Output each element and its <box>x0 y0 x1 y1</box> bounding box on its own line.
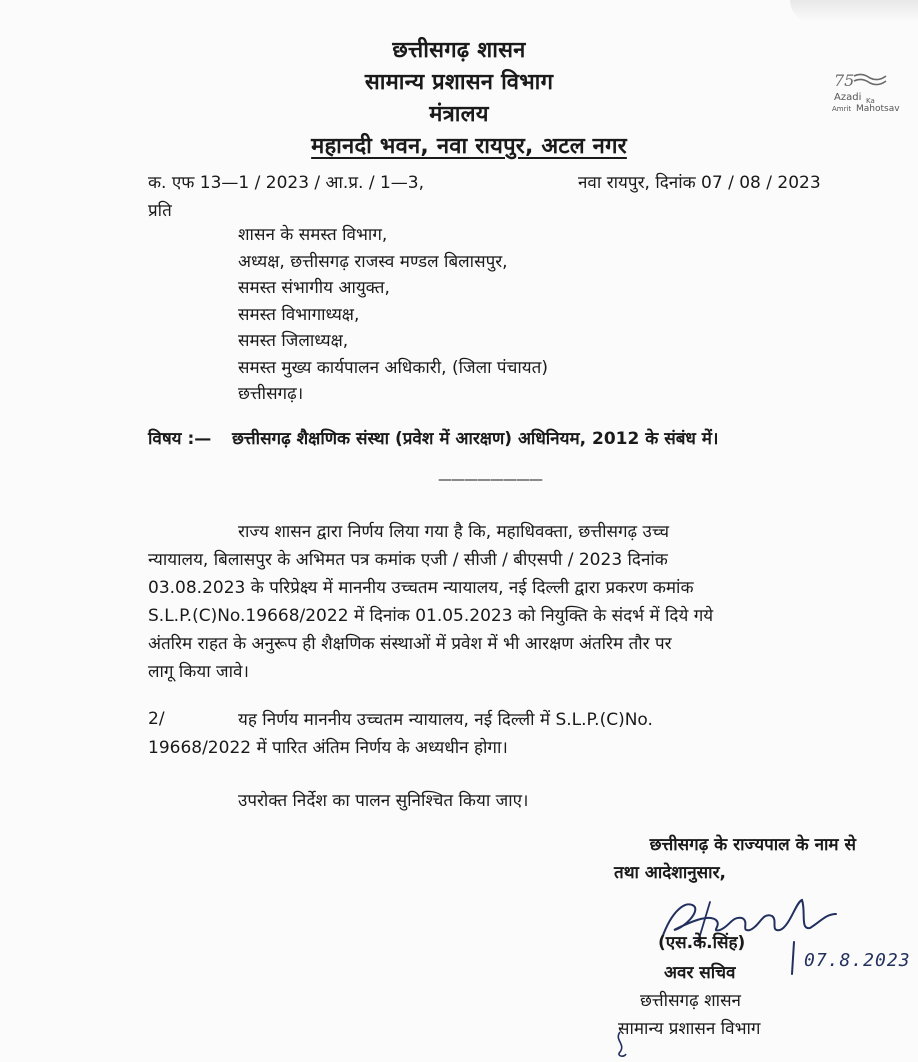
recipients-list <box>238 222 548 408</box>
paragraph-line: 03.08.2023 के परिप्रेक्ष्य में माननीय उच्चतम न्यायालय, नई दिल्ली द्वारा प्रकरण कमांक <box>148 578 694 598</box>
signatory-org-2: सामान्य प्रशासन विभाग <box>618 1019 761 1039</box>
logo-75-text: 75 <box>834 71 855 90</box>
place-and-date: नवा रायपुर, दिनांक 07 / 08 / 2023 <box>578 173 821 193</box>
azadi-ka-amrit-mahotsav-logo <box>832 70 912 118</box>
logo-amrit-text: Amrit <box>832 105 852 113</box>
paragraph-line: 19668/2022 में पारित अंतिम निर्णय के अध्यधीन होगा। <box>148 738 508 758</box>
recipient-item: अध्यक्ष, छत्तीसगढ़ राजस्व मण्डल बिलासपुर, <box>238 251 508 272</box>
recipient-item: समस्त मुख्य कार्यपालन अधिकारी, (जिला पंचायत) <box>238 357 548 378</box>
paragraph-line: S.L.P.(C)No.19668/2022 में दिनांक 01.05.2023 को नियुक्ति के संदर्भ में दिये गये <box>148 606 714 626</box>
subject-text: छत्तीसगढ़ शैक्षणिक संस्था (प्रवेश में आरक्षण) अधिनियम, 2012 के संबंध में। <box>232 429 719 449</box>
recipient-item: छत्तीसगढ़। <box>238 384 304 404</box>
paragraph-1 <box>148 518 856 686</box>
signatory-org-1: छत्तीसगढ़ शासन <box>640 991 741 1011</box>
paragraph-2 <box>148 706 856 762</box>
recipient-item: शासन के समस्त विभाग, <box>238 225 388 245</box>
paragraph-2-number: 2/ <box>148 709 165 729</box>
header-department: सामान्य प्रशासन विभाग <box>364 70 554 95</box>
signatory-name: (एस.के.सिंह) <box>658 933 746 953</box>
paragraph-line: यह निर्णय माननीय उच्चतम न्यायालय, नई दिल्ली में S.L.P.(C)No. <box>238 710 653 730</box>
paragraph-3: उपरोक्त निर्देश का पालन सुनिश्चित किया जाए। <box>238 791 529 811</box>
page-corner-shadow <box>790 0 918 22</box>
separator-line: ———————— <box>438 472 542 488</box>
paragraph-line: न्यायालय, बिलासपुर के अभिमत पत्र कमांक एजी / सीजी / बीएसपी / 2023 दिनांक <box>148 550 668 570</box>
recipient-item: समस्त जिलाध्यक्ष, <box>238 331 349 351</box>
recipient-item: समस्त संभागीय आयुक्त, <box>238 278 390 298</box>
handwritten-date-text: 07.8.2023 <box>804 950 911 971</box>
reference-number: क. एफ 13—1 / 2023 / आ.प्र. / 1—3, <box>148 173 424 193</box>
header-address <box>10 130 918 160</box>
prati-label: प्रति <box>148 201 172 221</box>
recipient-item: समस्त विभागाध्यक्ष, <box>238 304 360 325</box>
logo-azadi-text: Azadi <box>834 92 862 103</box>
header-government: छत्तीसगढ़ शासन <box>392 38 526 63</box>
signatory-designation: अवर सचिव <box>664 963 736 983</box>
subject-label: विषय :— <box>148 429 212 449</box>
paragraph-line: अंतरिम राहत के अनुरूप ही शैक्षणिक संस्थाओं में प्रवेश में भी आरक्षण अंतरिम तौर पर <box>148 634 672 654</box>
header-ministry: मंत्रालय <box>429 102 489 127</box>
governor-order-line: छत्तीसगढ़ के राज्यपाल के नाम से <box>649 835 856 855</box>
by-order-line: तथा आदेशानुसार, <box>614 863 726 883</box>
header-address-text: महानदी भवन, नवा रायपुर, अटल नगर <box>311 134 627 159</box>
paragraph-line: राज्य शासन द्वारा निर्णय लिया गया है कि, महाधिवक्ता, छत्तीसगढ़ उच्च <box>238 522 670 542</box>
mahotsav-emblem-icon <box>832 70 912 118</box>
handwritten-date <box>790 940 918 980</box>
logo-mahotsav-text: Mahotsav <box>856 104 900 114</box>
logo-ka-text: Ka <box>866 97 875 105</box>
initial-mark <box>612 1030 636 1060</box>
paragraph-line: लागू किया जावे। <box>148 662 249 682</box>
